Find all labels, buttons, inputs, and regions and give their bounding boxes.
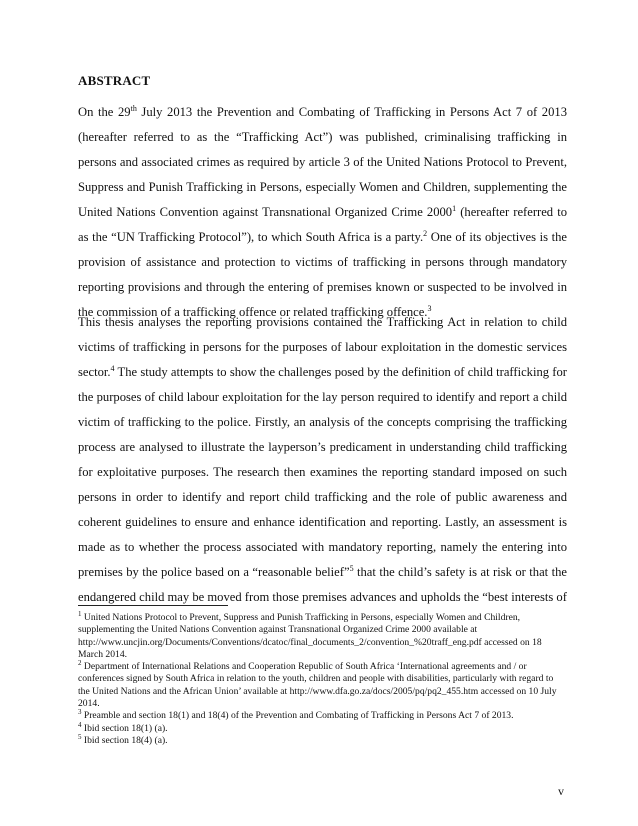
footnote-number: 4	[78, 720, 82, 729]
abstract-paragraph-1	[78, 100, 567, 325]
footnote-text: Department of International Relations and Cooperation Republic of South Africa ‘International agreements and / or conferences signed by South Africa in relation to the youth, children and people with disabilities, particularly with regard to the United Nations and the African Union’ available at http://www.dfa.go.za/docs/2005/pq/pq2_455.htm accessed on 10 July 2014.	[78, 661, 557, 710]
footnote-text: United Nations Protocol to Prevent, Suppress and Punish Trafficking in Persons, especially Women and Children, supplementing the United Nations Convention against Transnational Organized Crime 2000 available at http://www.uncjin.org/Documents/Conventions/dcatoc/final_documents_2/convention_%20traff_eng.pdf accessed on 18 March 2014.	[78, 612, 542, 660]
p1-text-4: One of its objectives is the provision of assistance and protection to victims of trafficking in persons through mandatory reporting provisions and through the entering of premises known or suspected to be involved in the commission of a trafficking offence or related trafficking offence.	[78, 230, 568, 319]
footnote-3	[78, 710, 567, 722]
p1-text-2: July 2013 the Prevention and Combating of Trafficking in Persons Act 7 of 2013 (hereafter referred to as the “Trafficking Act”) was published, criminalising trafficking in persons and associated crimes as required by article 3 of the United Nations Protocol to Prevent, Suppress and Punish Trafficking in Persons, especially Women and Children, supplementing the United Nations Convention against Transnational Organized Crime 2000	[78, 105, 567, 219]
abstract-heading: ABSTRACT	[78, 73, 151, 88]
footnotes	[78, 609, 567, 747]
p2-text-3: that the child’s safety is at risk or that the endangered child may be moved from those premises advances and upholds the “best interests of	[78, 565, 567, 604]
p1-text-3: (hereafter referred to as the “UN Trafficking Protocol”), to which South Africa is a party.	[78, 205, 567, 244]
page-number: v	[558, 784, 564, 798]
footnote-2	[78, 661, 567, 710]
footnote-ref-1[interactable]: 1	[452, 203, 457, 213]
footnote-text: Ibid section 18(4) (a).	[81, 734, 168, 746]
p2-text-1: This thesis analyses the reporting provisions contained the Trafficking Act in relation to child victims of trafficking in persons for the purposes of labour exploitation in the domestic services sector.	[78, 315, 567, 379]
footnote-1	[78, 609, 567, 661]
footnote-5	[78, 732, 567, 747]
p2-text-2: The study attempts to show the challenges posed by the definition of child trafficking for the purposes of child labour exploitation for the lay person required to identify and report a child victim of trafficking to the police. Firstly, an analysis of the concepts comprising the trafficking process are analysed to illustrate the layperson’s predicament in understanding child trafficking for exploitative purposes. The research then examines the reporting standard imposed on such persons in order to identify and report child trafficking and the role of public awareness and coherent guidelines to ensure and enhance identification and reporting. Lastly, an assessment is made as to whether the process associated with mandatory reporting, namely the entering into premises by the police based on a “reasonable belief”	[78, 365, 567, 579]
abstract-paragraph-2	[78, 310, 567, 610]
footnote-number: 3	[78, 708, 82, 717]
footnote-ref-5[interactable]: 5	[349, 563, 354, 573]
footnote-text: Ibid section 18(1) (a).	[81, 722, 168, 734]
p1-text-1: On the 29	[78, 105, 131, 119]
footnote-separator	[78, 605, 228, 606]
footnote-number: 1	[78, 609, 82, 618]
footnote-ref-4[interactable]: 4	[110, 363, 115, 373]
footnote-number: 5	[78, 732, 82, 741]
footnote-ref-3[interactable]: 3	[427, 303, 432, 313]
ordinal-suffix: th	[130, 103, 137, 113]
footnote-text: Preamble and section 18(1) and 18(4) of the Prevention and Combating of Trafficking in Persons Act 7 of 2013.	[81, 710, 514, 722]
footnote-number: 2	[78, 659, 82, 667]
footnote-ref-2[interactable]: 2	[423, 228, 428, 238]
footnote-4	[78, 720, 567, 735]
